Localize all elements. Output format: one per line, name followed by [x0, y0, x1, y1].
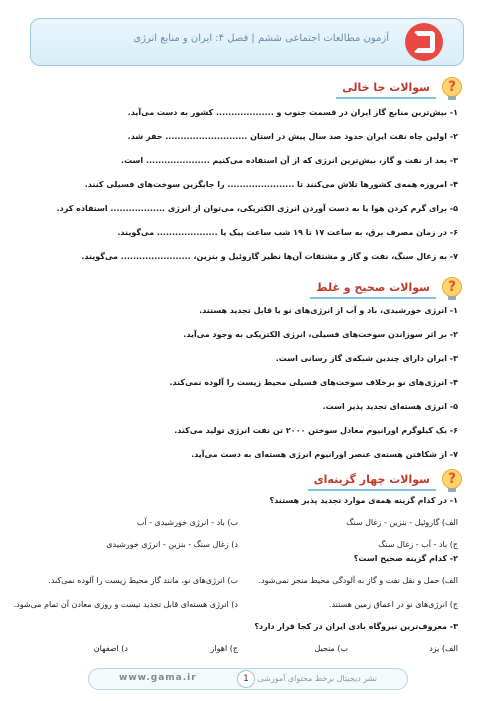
- fill-blank-question: ۵- برای گرم کردن هوا یا به دست آوردن انرژی الکتریکی، می‌توان از انرژی .................. استفاده کرد.: [56, 204, 458, 213]
- mc-option: ج) باد - آب - زغال سنگ: [378, 540, 458, 549]
- mc-question-stem: ۲- کدام گزینه صحیح است؟: [353, 554, 458, 563]
- page-footer: [88, 668, 408, 690]
- mc-option: ب) باد - انرژی خورشیدی - آب: [136, 518, 238, 527]
- mc-option: ب) انرژی‌های نو، مانند گاز محیط زیست را آلوده نمی‌کند.: [48, 576, 238, 585]
- page-number: 1: [237, 670, 255, 688]
- true-false-question: ۲- بر اثر سوزاندن سوخت‌های فسیلی، انرژی الکتریکی به وجود می‌آید.: [183, 330, 458, 339]
- gama-logo-icon: [405, 23, 443, 61]
- true-false-question: ۷- از شکافتن هسته‌ی عنصر اورانیوم انرژی هسته‌ای به دست می‌آید.: [191, 450, 458, 459]
- section-fill-blank-heading: [336, 78, 462, 100]
- mc-question-stem: ۱- در کدام گزینه همه‌ی موارد تجدید پذیر هستند؟: [269, 496, 458, 505]
- true-false-question: ۶- یک کیلوگرم اورانیوم معادل سوختن ۲۰۰۰ تن نفت انرژی تولید می‌کند.: [174, 426, 458, 435]
- page-title: آزمون مطالعات اجتماعی ششم | فصل ۴: ایران و منابع انرژی: [133, 33, 389, 44]
- fill-blank-question: ۶- در زمان مصرف برق، به ساعت ۱۷ تا ۱۹ شب ساعت پیک یا .................... می‌گویند.: [117, 228, 458, 237]
- mc-question-stem: ۳- معروف‌ترین نیروگاه بادی ایران در کجا قرار دارد؟: [254, 622, 458, 631]
- question-bulb-icon: ?: [442, 469, 462, 493]
- section-fill-blank-title: سوالات جا خالی: [336, 79, 436, 99]
- mc-option: د) زغال سنگ - بنزین - انرژی خورشیدی: [106, 540, 238, 549]
- question-bulb-icon: ?: [442, 277, 462, 301]
- fill-blank-question: ۲- اولین چاه نفت ایران حدود صد سال پیش در استان ........................... حفر شد.: [127, 132, 458, 141]
- fill-blank-question: ۱- بیش‌ترین منابع گاز ایران در قسمت جنوب و ................... کشور به دست می‌آید.: [127, 108, 458, 117]
- true-false-question: ۱- انرژی خورشیدی، باد و آب از انرژی‌های نو یا قابل تجدید هستند.: [199, 306, 458, 315]
- mc-option: ج) انرژی‌های نو در اعماق زمین هستند.: [328, 600, 458, 609]
- footer-publisher-text: نشر دیجیتال برخط محتوای آموزشی: [257, 674, 377, 683]
- mc-option: الف) گازوئیل - بنزین - زغال سنگ: [346, 518, 458, 527]
- mc-option: د) اصفهان: [93, 644, 128, 653]
- mc-option: ج) اهواز: [210, 644, 238, 653]
- question-bulb-icon: ?: [442, 77, 462, 101]
- true-false-question: ۵- انرژی هسته‌ای تجدید پذیر است.: [322, 402, 458, 411]
- mc-option: الف) یزد: [429, 644, 458, 653]
- mc-option: الف) حمل و نقل نفت و گاز به آلودگی محیط منجر نمی‌شود.: [258, 576, 458, 585]
- fill-blank-question: ۳- بعد از نفت و گاز، بیش‌ترین انرژی که از آن استفاده می‌کنیم ..................... است.: [121, 156, 458, 165]
- true-false-question: ۳- ایران دارای چندین شبکه‌ی گاز رسانی است.: [275, 354, 458, 363]
- section-multiple-choice-heading: [308, 470, 462, 492]
- mc-option: ب) منجیل: [314, 644, 348, 653]
- section-true-false-heading: [310, 278, 462, 300]
- fill-blank-question: ۴- امروزه همه‌ی کشورها تلاش می‌کنند تا ...................... را جایگزین سوخت‌های فسیلی کنند.: [84, 180, 458, 189]
- footer-url[interactable]: www.gama.ir: [119, 673, 197, 683]
- fill-blank-question: ۷- به زغال سنگ، نفت و گاز و مشتقات آن‌ها نظیر گازوئیل و بنزین، ....................... می‌گویند.: [81, 252, 458, 261]
- mc-option: د) انرژی هسته‌ای قابل تجدید نیست و روزی معادن آن تمام می‌شود.: [13, 600, 238, 609]
- true-false-question: ۴- انرژی‌های نو برخلاف سوخت‌های فسیلی محیط زیست را آلوده نمی‌کند.: [169, 378, 458, 387]
- section-true-false-title: سوالات صحیح و غلط: [310, 279, 436, 299]
- page-header: [30, 18, 464, 66]
- section-multiple-choice-title: سوالات چهار گزینه‌ای: [308, 471, 436, 491]
